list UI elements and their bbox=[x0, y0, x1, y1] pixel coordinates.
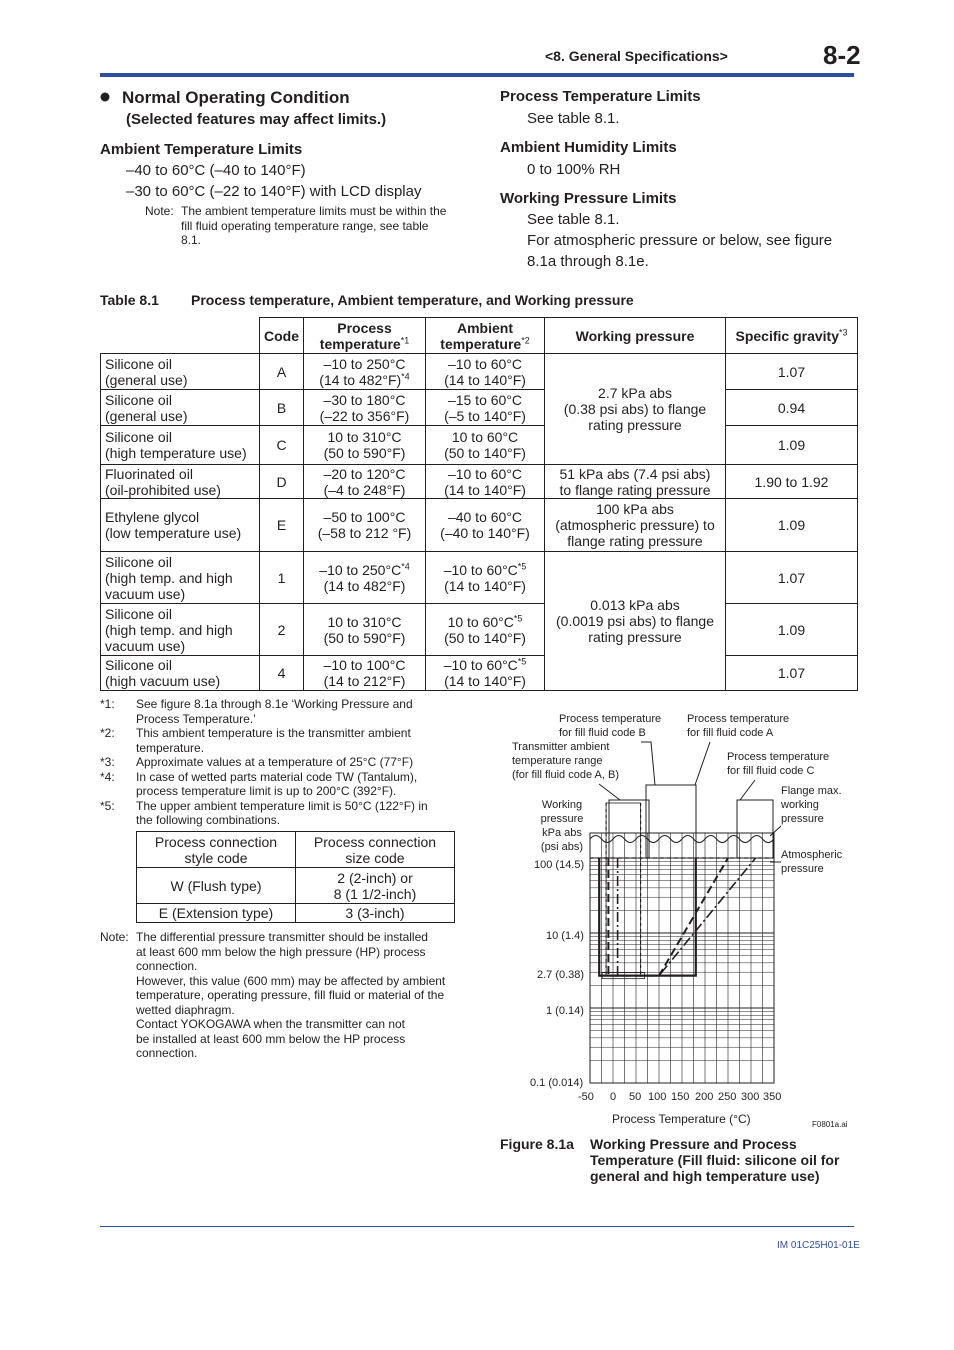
process-temp-cell: –10 to $250^\circ C^{*4}$ (14 to 482°F) bbox=[304, 552, 426, 604]
document-id: IM 01C25H01-01E bbox=[777, 1240, 860, 1251]
header-working: Working pressure bbox=[545, 318, 726, 354]
fluid-cell: Silicone oil (high vacuum use) bbox=[101, 656, 260, 691]
leader-fluid-a bbox=[695, 742, 710, 785]
pressure-text: For atmospheric pressure or below, see figure bbox=[527, 232, 833, 249]
process-temp-cell: –10 to 100°C (14 to 212°F) bbox=[304, 656, 426, 691]
process-temp-cell: 10 to 310°C (50 to 590°F) bbox=[304, 426, 426, 465]
note-text: The ambient temperature limits must be within the bbox=[181, 204, 447, 218]
y-axis-label: Working pressure kPa abs (psi abs) bbox=[540, 799, 584, 853]
code-cell: 2 bbox=[260, 604, 304, 656]
sg-cell: 0.94 bbox=[726, 390, 858, 426]
header-ambient: Ambient temperature$^{*2}$ bbox=[426, 318, 545, 354]
x-tick-label: 0 bbox=[610, 1091, 617, 1103]
x-tick-label: 300 bbox=[741, 1091, 760, 1103]
process-temp-cell: –30 to 180°C (–22 to 356°F) bbox=[304, 390, 426, 426]
bracket-fluid-b bbox=[646, 785, 696, 858]
table-cell: 3 (3-inch) bbox=[296, 904, 455, 923]
ambient-temp-cell: –10 to 60°C (14 to 140°F) bbox=[426, 354, 545, 390]
code-cell: A bbox=[260, 354, 304, 390]
table-cell: W (Flush type) bbox=[137, 868, 296, 904]
note-label: Note: bbox=[100, 930, 129, 944]
table-label: Table 8.1 bbox=[100, 292, 159, 308]
working-pressure-cell: 51 kPa abs (7.4 psi abs) to flange rating pressure bbox=[545, 465, 726, 499]
label-ambient-range: Transmitter ambient temperature range (for fill fluid code A, B) bbox=[512, 741, 619, 781]
sg-cell: 1.07 bbox=[726, 354, 858, 390]
x-tick-label: 50 bbox=[629, 1091, 642, 1103]
section-subheading: (Selected features may affect limits.) bbox=[126, 111, 387, 128]
note-text: fill fluid operating temperature range, see table bbox=[181, 218, 429, 233]
ambient-temp-cell: –10 to $60^\circ C^{*5}$ (14 to 140°F) bbox=[426, 656, 545, 691]
sg-cell: 1.90 to 1.92 bbox=[726, 465, 858, 499]
code-cell: B bbox=[260, 390, 304, 426]
installation-note: The differential pressure transmitter should be installed at least 600 mm below the high pressure (HP) process connection. However, this value (600 mm) may be affected by ambient temperature, operating pressure, fill fluid or material of the wetted diaphragm. Contact YOKOGAWA when the transmitter can not be installed at least 600 mm below the HP process connection. bbox=[136, 930, 446, 1060]
humidity-text: 0 to 100% RH bbox=[527, 161, 621, 178]
ambient-limit-1: –40 to 60°C (–40 to 140°F) bbox=[126, 162, 306, 179]
ambient-temp-cell: –10 to 60°C (14 to 140°F) bbox=[426, 465, 545, 499]
y-tick-label: 0.1 (0.014) bbox=[530, 1077, 584, 1089]
label-atmospheric: Atmospheric pressure bbox=[781, 849, 843, 875]
fluid-cell: Silicone oil (high temperature use) bbox=[101, 426, 260, 465]
pressure-text: 8.1a through 8.1e. bbox=[527, 253, 649, 270]
working-pressure-cell: 100 kPa abs (atmospheric pressure) to flange rating pressure bbox=[545, 499, 726, 552]
sg-cell: 1.07 bbox=[726, 552, 858, 604]
pressure-text: See table 8.1. bbox=[527, 211, 620, 228]
fluid-cell: Silicone oil (high temp. and high vacuum use) bbox=[101, 604, 260, 656]
fluid-cell: Fluorinated oil (oil-prohibited use) bbox=[101, 465, 260, 499]
header-code: Code bbox=[260, 318, 304, 354]
process-temp-cell: –20 to 120°C (–4 to 248°F) bbox=[304, 465, 426, 499]
y-tick-label: 100 (14.5) bbox=[534, 859, 585, 871]
x-tick-label: 100 bbox=[648, 1091, 667, 1103]
figure-file-id: F0801a.ai bbox=[812, 1120, 848, 1129]
fluid-cell: Silicone oil (high temp. and high vacuum use) bbox=[101, 552, 260, 604]
note-text: 8.1. bbox=[181, 233, 202, 247]
working-pressure-cell: 0.013 kPa abs (0.0019 psi abs) to flange rating pressure bbox=[545, 552, 726, 691]
table-cell: E (Extension type) bbox=[137, 904, 296, 923]
x-axis-label: Process Temperature (°C) bbox=[612, 1112, 751, 1126]
page-number: 8-2 bbox=[823, 40, 861, 70]
x-tick-label: 200 bbox=[695, 1091, 714, 1103]
note-label: Note: bbox=[145, 204, 174, 218]
code-cell: D bbox=[260, 465, 304, 499]
label-fluid-c: Process temperature for fill fluid code C bbox=[727, 751, 830, 777]
humidity-heading: Ambient Humidity Limits bbox=[500, 139, 677, 156]
process-temp-cell: –50 to 100°C (–58 to 212 °F) bbox=[304, 499, 426, 552]
header-process: Process temperature$^{*1}$ bbox=[304, 318, 426, 354]
ambient-temp-cell: –15 to 60°C (–5 to 140°F) bbox=[426, 390, 545, 426]
bracket-fluid-c bbox=[737, 800, 773, 858]
y-tick-label: 1 (0.14) bbox=[546, 1005, 584, 1017]
label-fluid-b: Process temperature for fill fluid code B bbox=[559, 713, 662, 739]
header-cell: Process connection size code bbox=[296, 832, 455, 868]
code-cell: 4 bbox=[260, 656, 304, 691]
figure-label: Figure 8.1a bbox=[500, 1136, 574, 1152]
table-title: Process temperature, Ambient temperature, and Working pressure bbox=[191, 292, 634, 308]
process-heading: Process Temperature Limits bbox=[500, 88, 701, 105]
ambient-temp-cell: –10 to $60^\circ C^{*5}$ (14 to 140°F) bbox=[426, 552, 545, 604]
leader-flange bbox=[770, 826, 781, 836]
x-tick-label: -50 bbox=[578, 1091, 594, 1103]
footer-rule bbox=[100, 1226, 854, 1227]
ambient-limit-2: –30 to 60°C (–22 to 140°F) with LCD display bbox=[126, 183, 422, 200]
fluid-cell: Silicone oil (general use) bbox=[101, 390, 260, 426]
ambient-temp-cell: –40 to 60°C (–40 to 140°F) bbox=[426, 499, 545, 552]
y-tick-label: 2.7 (0.38) bbox=[537, 969, 585, 981]
ambient-temp-cell: 10 to $60^\circ C^{*5}$ (50 to 140°F) bbox=[426, 604, 545, 656]
ambient-temp-cell: 10 to 60°C (50 to 140°F) bbox=[426, 426, 545, 465]
code-cell: C bbox=[260, 426, 304, 465]
figure-caption: Working Pressure and Process Temperature (Fill fluid: silicone oil for general and high temperature use) bbox=[590, 1136, 840, 1184]
code-cell: E bbox=[260, 499, 304, 552]
header-cell: Process connection style code bbox=[137, 832, 296, 868]
pressure-heading: Working Pressure Limits bbox=[500, 190, 677, 207]
sg-cell: 1.09 bbox=[726, 499, 858, 552]
process-temp-cell: –10 to 250°C (14 to 482°F)$^{*4}$ bbox=[304, 354, 426, 390]
table-cell: 2 (2-inch) or 8 (1 1/2-inch) bbox=[296, 868, 455, 904]
leader-fluid-c bbox=[740, 780, 755, 800]
code-cell: 1 bbox=[260, 552, 304, 604]
leader-fluid-b bbox=[641, 742, 655, 785]
sg-cell: 1.07 bbox=[726, 656, 858, 691]
x-tick-label: 350 bbox=[763, 1091, 782, 1103]
section-heading: Normal Operating Condition bbox=[122, 88, 350, 107]
ambient-heading: Ambient Temperature Limits bbox=[100, 141, 303, 158]
sg-cell: 1.09 bbox=[726, 426, 858, 465]
series-line-fluid-a bbox=[608, 858, 728, 976]
label-fluid-a: Process temperature for fill fluid code A bbox=[687, 713, 790, 739]
fluid-cell: Silicone oil (general use) bbox=[101, 354, 260, 390]
x-tick-label: 150 bbox=[671, 1091, 690, 1103]
working-pressure-cell: 2.7 kPa abs (0.38 psi abs) to flange rating pressure bbox=[545, 354, 726, 465]
y-tick-label: 10 (1.4) bbox=[546, 930, 584, 942]
series-line-fluid-c bbox=[618, 858, 756, 976]
header-sg: Specific gravity$^{*3}$ bbox=[726, 318, 858, 354]
fluid-cell: Ethylene glycol (low temperature use) bbox=[101, 499, 260, 552]
sg-cell: 1.09 bbox=[726, 604, 858, 656]
label-flange-max: Flange max. working pressure bbox=[781, 785, 842, 825]
x-tick-label: 250 bbox=[718, 1091, 737, 1103]
process-temp-cell: 10 to 310°C (50 to 590°F) bbox=[304, 604, 426, 656]
process-text: See table 8.1. bbox=[527, 110, 620, 127]
section-title: <8. General Specifications> bbox=[545, 48, 728, 64]
leader-ambient bbox=[599, 784, 620, 800]
bracket-ambient bbox=[609, 800, 649, 858]
